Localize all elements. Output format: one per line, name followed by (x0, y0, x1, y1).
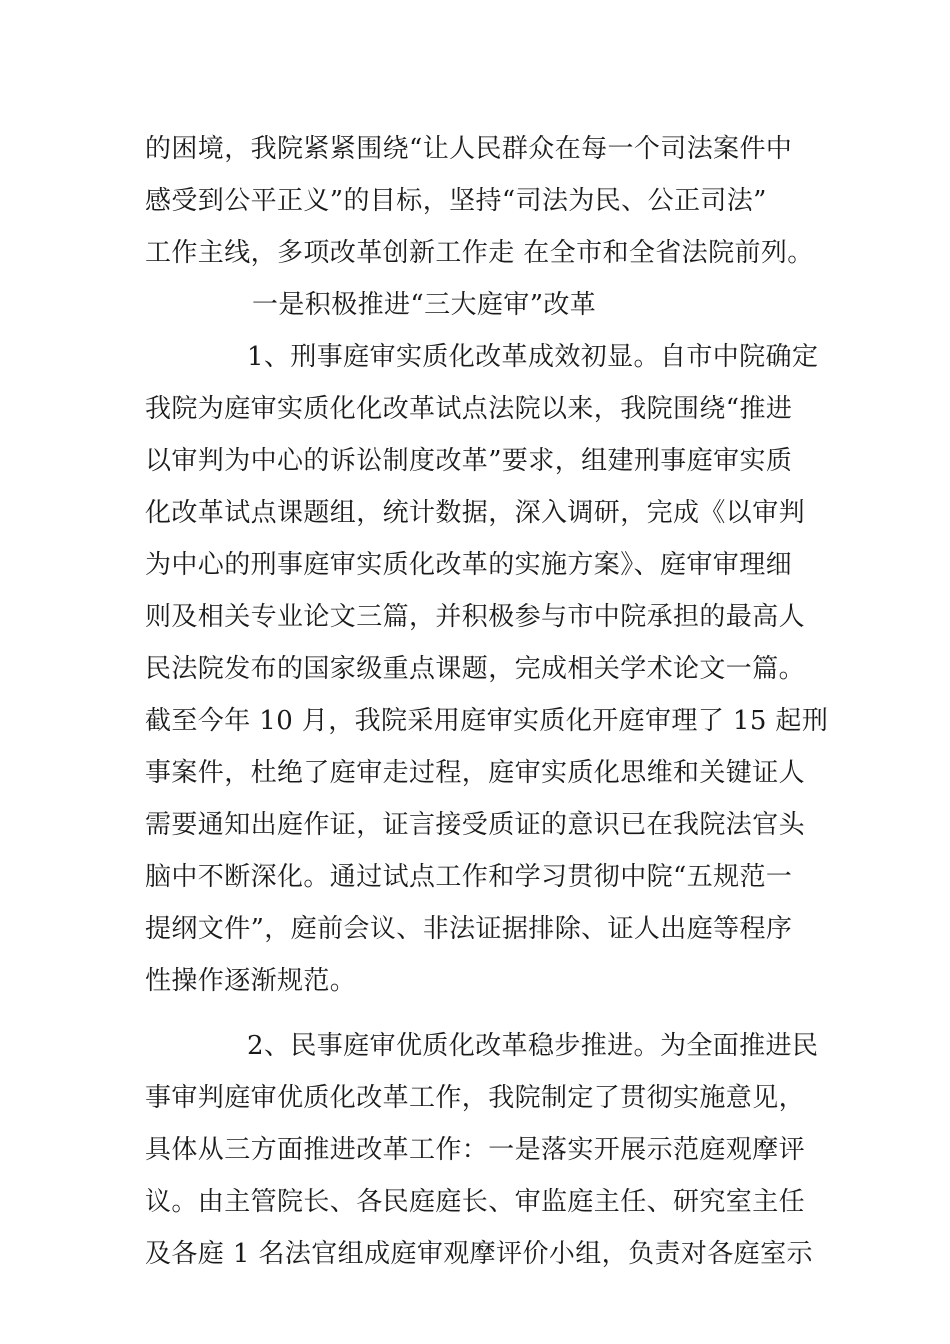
text-line: 议。由主管院长、各民庭庭长、审监庭主任、研究室主任 (145, 1187, 806, 1217)
text-line: 民法院发布的国家级重点课题，完成相关学术论文一篇。 (145, 654, 806, 684)
paragraph-start-line: 2、民事庭审优质化改革稳步推进。为全面推进民 (247, 1031, 819, 1061)
section-heading: 一是积极推进“三大庭审”改革 (252, 290, 597, 320)
text-line: 需要通知出庭作证，证言接受质证的意识已在我院法官头 (145, 810, 806, 840)
text-line: 化改革试点课题组，统计数据，深入调研，完成《以审判 (145, 498, 806, 528)
text-line: 则及相关专业论文三篇，并积极参与市中院承担的最高人 (145, 602, 806, 632)
text-line: 性操作逐渐规范。 (145, 966, 357, 996)
text-line: 脑中不断深化。通过试点工作和学习贯彻中院“五规范一 (145, 862, 793, 892)
text-line: 以审判为中心的诉讼制度改革”要求，组建刑事庭审实质 (145, 446, 793, 476)
text-line: 的困境，我院紧紧围绕“让人民群众在每一个司法案件中 (145, 134, 793, 164)
text-line: 及各庭 1 名法官组成庭审观摩评价小组，负责对各庭室示 (145, 1239, 813, 1269)
text-line: 具体从三方面推进改革工作：一是落实开展示范庭观摩评 (145, 1135, 806, 1165)
paragraph-start-line: 1、刑事庭审实质化改革成效初显。自市中院确定 (247, 342, 819, 372)
text-line: 我院为庭审实质化化改革试点法院以来，我院围绕“推进 (145, 394, 793, 424)
text-line: 为中心的刑事庭审实质化改革的实施方案》、庭审审理细 (145, 550, 793, 580)
text-line: 事案件，杜绝了庭审走过程，庭审实质化思维和关键证人 (145, 758, 806, 788)
text-line: 事审判庭审优质化改革工作，我院制定了贯彻实施意见， (145, 1083, 806, 1113)
text-line: 工作主线，多项改革创新工作走 在全市和全省法院前列。 (145, 238, 814, 268)
text-line: 感受到公平正义”的目标，坚持“司法为民、公正司法” (145, 186, 767, 216)
text-line: 提纲文件”，庭前会议、非法证据排除、证人出庭等程序 (145, 914, 793, 944)
text-line: 截至今年 10 月，我院采用庭审实质化开庭审理了 15 起刑 (145, 706, 829, 736)
